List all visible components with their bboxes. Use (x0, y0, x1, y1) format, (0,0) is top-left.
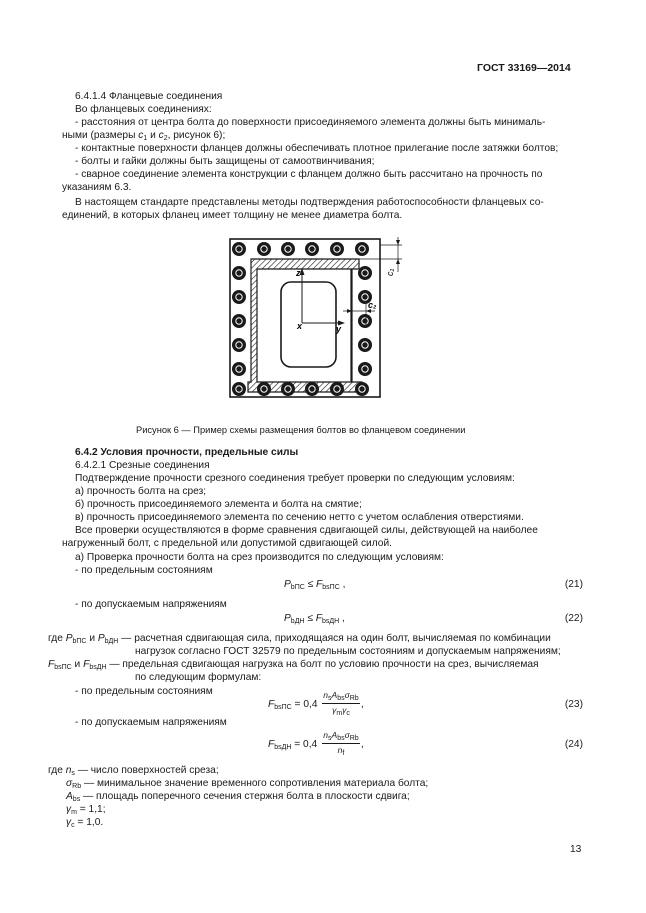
bolt (358, 362, 372, 376)
bolt (232, 290, 246, 304)
equation-23-lhs: $F_{bsПС} = 0,4$ (268, 699, 318, 711)
check-a-heading: а) Проверка прочности болта на срез производится по следующим условиям: (75, 552, 444, 563)
bolt (358, 314, 372, 328)
bolt (232, 314, 246, 328)
checks-line-2: нагруженный болт, с предельной или допустимой сдвигающей силой. (62, 538, 392, 549)
equation-23-denominator: $\gamma_m\gamma_c$ (332, 705, 350, 717)
bolt (330, 382, 344, 396)
equation-21-number: (21) (564, 579, 583, 590)
bolt (232, 266, 246, 280)
bolt (358, 338, 372, 352)
flange-bolt-layout-figure (225, 232, 415, 412)
def-abs: $A_{bs}$ — площадь поперечного сечения стержня болта в плоскости сдвига; (66, 791, 410, 803)
equation-22: $P_{bДН} \le F_{bsДН}$ , (284, 613, 345, 625)
flange-intro: Во фланцевых соединениях: (75, 104, 212, 115)
bolt (358, 266, 372, 280)
bolt (257, 382, 271, 396)
c1-label: c₁ (385, 268, 395, 276)
bolt (281, 382, 295, 396)
flange-item-2: - контактные поверхности фланцев должны обеспечивать плотное прилегание после затяжки болтов; (75, 143, 559, 154)
bolt (305, 242, 319, 256)
equation-24-denominator: $n_f$ (337, 745, 345, 757)
by-allowable-stress-2: - по допускаемым напряжениям (75, 717, 227, 728)
def-gamma-c: $\gamma_c = 1,0$. (66, 817, 104, 829)
equation-24-lhs: $F_{bsДН} = 0,4$ (268, 739, 318, 751)
where-p-line-1: где $P_{bПС}$ и $P_{bДН}$ — расчетная сдвигающая сила, приходящаяся на один болт, вычисляемая по комбинации (48, 633, 551, 645)
flange-item-4-line-2: указаниям 6.3. (62, 182, 132, 193)
equation-22-number: (22) (564, 613, 583, 624)
standard-para-line-1: В настоящем стандарте представлены методы подтверждения работоспособности фланцевых со- (75, 197, 544, 208)
section-heading-6-4-1-4: 6.4.1.4 Фланцевые соединения (75, 91, 223, 102)
bolt (232, 362, 246, 376)
condition-a: а) прочность болта на срез; (75, 486, 207, 497)
def-sigma-rb: $\sigma_{Rb}$ — минимальное значение временного сопротивления материала болта; (66, 778, 429, 790)
z-axis-label: z (296, 268, 301, 278)
bolt (305, 382, 319, 396)
where-f-line-2: по следующим формулам: (135, 672, 262, 683)
c2-label: c₂ (368, 300, 377, 310)
equation-24-number: (24) (564, 739, 583, 750)
standard-para-line-2: единений, в которых фланец имеет толщину не менее диаметра болта. (62, 210, 403, 221)
y-axis-label: y (336, 324, 342, 334)
page-number: 13 (570, 844, 582, 855)
profile-section (248, 259, 362, 392)
bolt (281, 242, 295, 256)
document-id: ГОСТ 33169—2014 (477, 62, 571, 74)
figure-caption: Рисунок 6 — Пример схемы размещения болтов во фланцевом соединении (136, 425, 466, 435)
def-ns: где $n_s$ — число поверхностей среза; (48, 765, 219, 777)
equation-23-numerator: $n_sA_{bs}\sigma_{Rb}$ (323, 690, 359, 702)
shear-intro: Подтверждение прочности срезного соединения требует проверки по следующим условиям: (75, 473, 515, 484)
section-heading-6-4-2: 6.4.2 Условия прочности, предельные силы (75, 447, 299, 458)
flange-item-3: - болты и гайки должны быть защищены от самоотвинчивания; (75, 156, 375, 167)
equation-21: $P_{bПС} \le F_{bsПС}$ , (284, 579, 346, 591)
bolt (330, 242, 344, 256)
by-limit-states-1: - по предельным состояниям (75, 565, 213, 576)
bolt (257, 242, 271, 256)
where-f-line-1: $F_{bsПС}$ и $F_{bsДН}$ — предельная сдвигающая нагрузка на болт по условию прочности на срез, вычисляемая (48, 659, 539, 671)
by-allowable-stress-1: - по допускаемым напряжениям (75, 599, 227, 610)
equation-24-fraction-line (322, 743, 360, 744)
equation-23-number: (23) (564, 699, 583, 710)
bolt (232, 338, 246, 352)
x-axis-label: x (297, 321, 303, 331)
inner-box (281, 282, 336, 367)
by-limit-states-2: - по предельным состояниям (75, 686, 213, 697)
where-p-line-2: нагрузок согласно ГОСТ 32579 по предельным состояниям и допускаемым напряжениям; (135, 646, 561, 657)
subsection-heading-6-4-2-1: 6.4.2.1 Срезные соединения (75, 460, 210, 471)
bolt (232, 242, 246, 256)
equation-23-fraction-line (322, 703, 360, 704)
flange-item-1-line-1: - расстояния от центра болта до поверхности присоединяемого элемента должны быть минималь- (75, 117, 546, 128)
equation-23-comma: , (361, 699, 364, 710)
equation-24-comma: , (361, 739, 364, 750)
bolt (355, 242, 369, 256)
equation-24-numerator: $n_sA_{bs}\sigma_{Rb}$ (323, 730, 359, 742)
flange-item-4-line-1: - сварное соединение элемента конструкции с фланцем должно быть рассчитано на прочность по (75, 169, 543, 180)
condition-c: в) прочность присоединяемого элемента по сечению нетто с учетом ослабления отверстиями. (75, 512, 524, 523)
bolt (355, 382, 369, 396)
condition-b: б) прочность присоединяемого элемента и болта на смятие; (75, 499, 362, 510)
checks-line-1: Все проверки осуществляются в форме сравнения сдвигающей силы, действующей на наиболее (75, 525, 538, 536)
def-gamma-m: $\gamma_m = 1,1$; (66, 804, 106, 816)
bolt (232, 382, 246, 396)
flange-item-1-line-2: ными (размеры $c_1$ и $c_2$, рисунок 6); (62, 130, 226, 142)
